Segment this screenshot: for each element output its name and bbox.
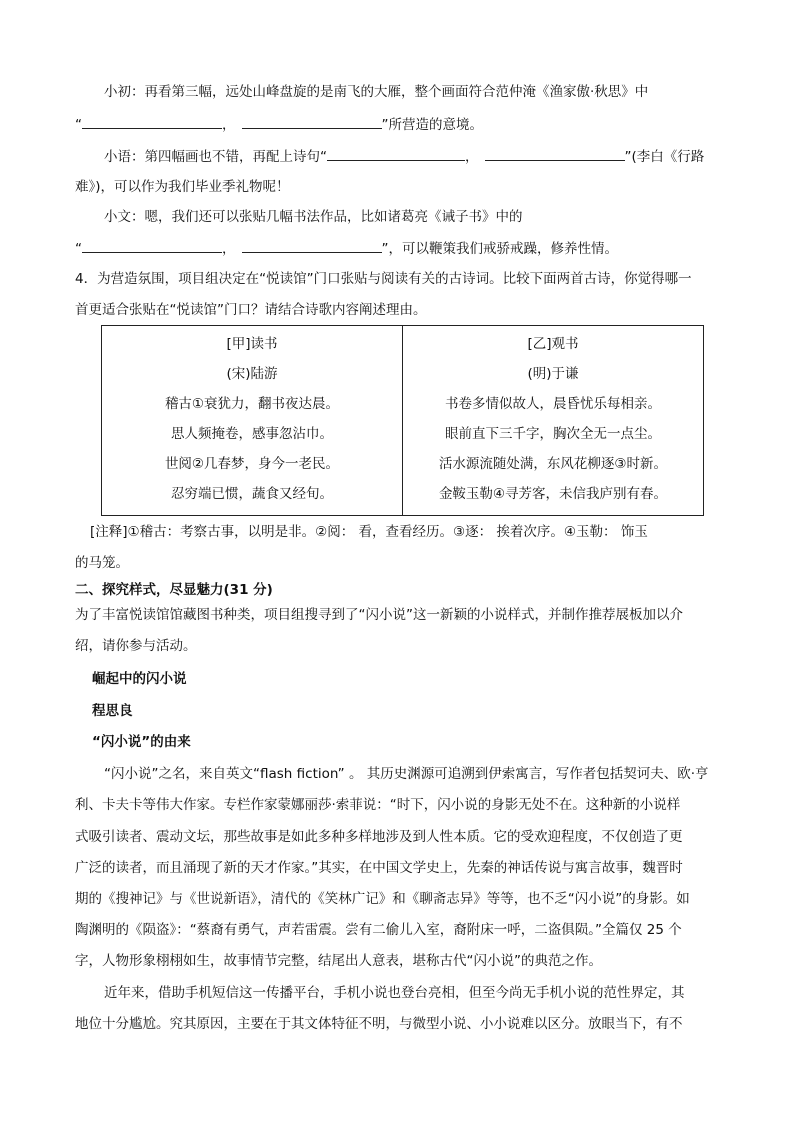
poem-jia bbox=[102, 326, 403, 516]
poem-jia-line: 稽古①衰犹力，翻书夜达晨。 bbox=[164, 396, 340, 412]
poem-jia-line: 世阅②几春梦，身今一老民。 bbox=[164, 456, 340, 472]
fill-blank-5[interactable] bbox=[82, 238, 222, 253]
article-subtitle: “闪小说”的由来 bbox=[92, 734, 191, 750]
paragraph-line: 近年来，借助手机短信这一传播平台，手机小说也登台亮相，但至今尚无手机小说的范性界定，其 bbox=[104, 985, 685, 1001]
poem-yi-line: 眼前直下三千字，胸次全无一点尘。 bbox=[445, 426, 661, 442]
question-4-line-1: 4．为营造氛围，项目组决定在“悦读馆”门口张贴与阅读有关的古诗词。比较下面两首古诗，你觉得哪一 bbox=[75, 271, 692, 287]
fill-blank-1[interactable] bbox=[82, 114, 222, 129]
notes-line-2: 的马笼。 bbox=[75, 555, 129, 571]
xiaowen-line-2 bbox=[75, 238, 618, 259]
poem-yi-line: 金鞍玉勒④寻芳客，未信我庐别有春。 bbox=[438, 486, 668, 502]
poem-yi-title: [乙]观书 bbox=[527, 336, 579, 352]
section-2-intro-2: 绍，请你参与活动。 bbox=[75, 638, 197, 654]
poem-yi-line: 活水源流随处满，东风花柳逐③时新。 bbox=[438, 456, 668, 472]
paragraph-line: 期的《搜神记》与《世说新语》，清代的《笑林广记》和《聊斋志异》等等，也不乏“闪小说”的身影。如 bbox=[75, 891, 690, 907]
question-4-line-2: 首更适合张贴在“悦读馆”门口？请结合诗歌内容阐述理由。 bbox=[75, 302, 427, 318]
paragraph-line: “闪小说”之名，来自英文“flash fiction” 。 其历史渊源可追溯到伊索寓言，写作者包括契诃夫、欧·亨 bbox=[104, 766, 709, 782]
open-quote: “ bbox=[75, 117, 82, 133]
poem-jia-line: 忍穷端已惯，蔬食又经旬。 bbox=[171, 486, 333, 502]
paragraph-line: 式吸引读者、震动文坛，那些故事是如此多种多样地涉及到人性本质。它的受欢迎程度，不仅创造了更 bbox=[75, 829, 683, 845]
xiaowen-tail: ”，可以鞭策我们戒骄戒躁，修养性情。 bbox=[381, 241, 618, 257]
open-quote: “ bbox=[75, 241, 82, 257]
section-2-heading: 二、探究样式，尽显魅力(31 分) bbox=[75, 582, 273, 598]
notes-line-1: [注释]①稽古：考察古事，以明是非。②阅： 看，查看经历。③逐： 挨着次序。④玉勒： 饰玉 bbox=[90, 524, 648, 540]
paragraph-line: 利、卡夫卡等伟大作家。专栏作家蒙娜丽莎·索菲说：“时下，闪小说的身影无处不在。这种新的小说样 bbox=[75, 797, 681, 813]
poem-yi-author: (明)于谦 bbox=[527, 366, 579, 382]
paragraph-line: 地位十分尴尬。究其原因，主要在于其文体特征不明，与微型小说、小小说难以区分。放眼当下，有不 bbox=[75, 1016, 683, 1032]
fill-blank-4[interactable] bbox=[485, 146, 625, 161]
xiaochu-line-2 bbox=[75, 114, 483, 135]
poem-jia-author: (宋)陆游 bbox=[226, 366, 278, 382]
paragraph-line: 广泛的读者，而且涌现了新的天才作家。”其实，在中国文学史上，先秦的神话传说与寓言故事，魏晋时 bbox=[75, 860, 683, 876]
paragraph-line: 字，人物形象栩栩如生，故事情节完整，结尾出人意表，堪称古代“闪小说”的典范之作。 bbox=[75, 953, 602, 969]
xiaoyu-line-1 bbox=[104, 146, 704, 167]
fill-blank-3[interactable] bbox=[327, 146, 465, 161]
fill-blank-2[interactable] bbox=[242, 114, 382, 129]
fill-blank-6[interactable] bbox=[242, 238, 382, 253]
xiaoyu-line-2: 难》)，可以作为我们毕业季礼物呢！ bbox=[75, 179, 290, 195]
poem-yi bbox=[403, 326, 704, 516]
article-author: 程思良 bbox=[92, 703, 133, 719]
poem-jia-line: 思人频掩卷，感事忽沾巾。 bbox=[171, 426, 333, 442]
comma: ， bbox=[222, 241, 236, 257]
article-title: 崛起中的闪小说 bbox=[92, 671, 187, 687]
xiaowen-line-1: 小文：嗯，我们还可以张贴几幅书法作品，比如诸葛亮《诫子书》中的 bbox=[104, 209, 523, 225]
xiaochu-tail: ”所营造的意境。 bbox=[381, 117, 483, 133]
comma: ， bbox=[222, 117, 236, 133]
comma: ， bbox=[465, 149, 479, 165]
poem-comparison-table bbox=[101, 325, 704, 516]
xiaoyu-text: 小语：第四幅画也不错，再配上诗句“ bbox=[104, 149, 327, 165]
poem-jia-title: [甲]读书 bbox=[226, 336, 278, 352]
xiaoyu-tail: ”(李白《行路 bbox=[624, 149, 705, 165]
paragraph-line: 陶渊明的《陨盗》：“蔡裔有勇气，声若雷震。尝有二偷儿入室，裔附床一呼，二盗俱陨。”全篇仅 25 个 bbox=[75, 922, 682, 938]
poem-yi-line: 书卷多情似故人，晨昏忧乐每相亲。 bbox=[445, 396, 661, 412]
section-2-intro-1: 为了丰富悦读馆馆藏图书种类，项目组搜寻到了“闪小说”这一新颖的小说样式，并制作推荐展板加以介 bbox=[75, 607, 683, 623]
xiaochu-line-1: 小初：再看第三幅，远处山峰盘旋的是南飞的大雁，整个画面符合范仲淹《渔家傲·秋思》中 bbox=[104, 84, 649, 100]
